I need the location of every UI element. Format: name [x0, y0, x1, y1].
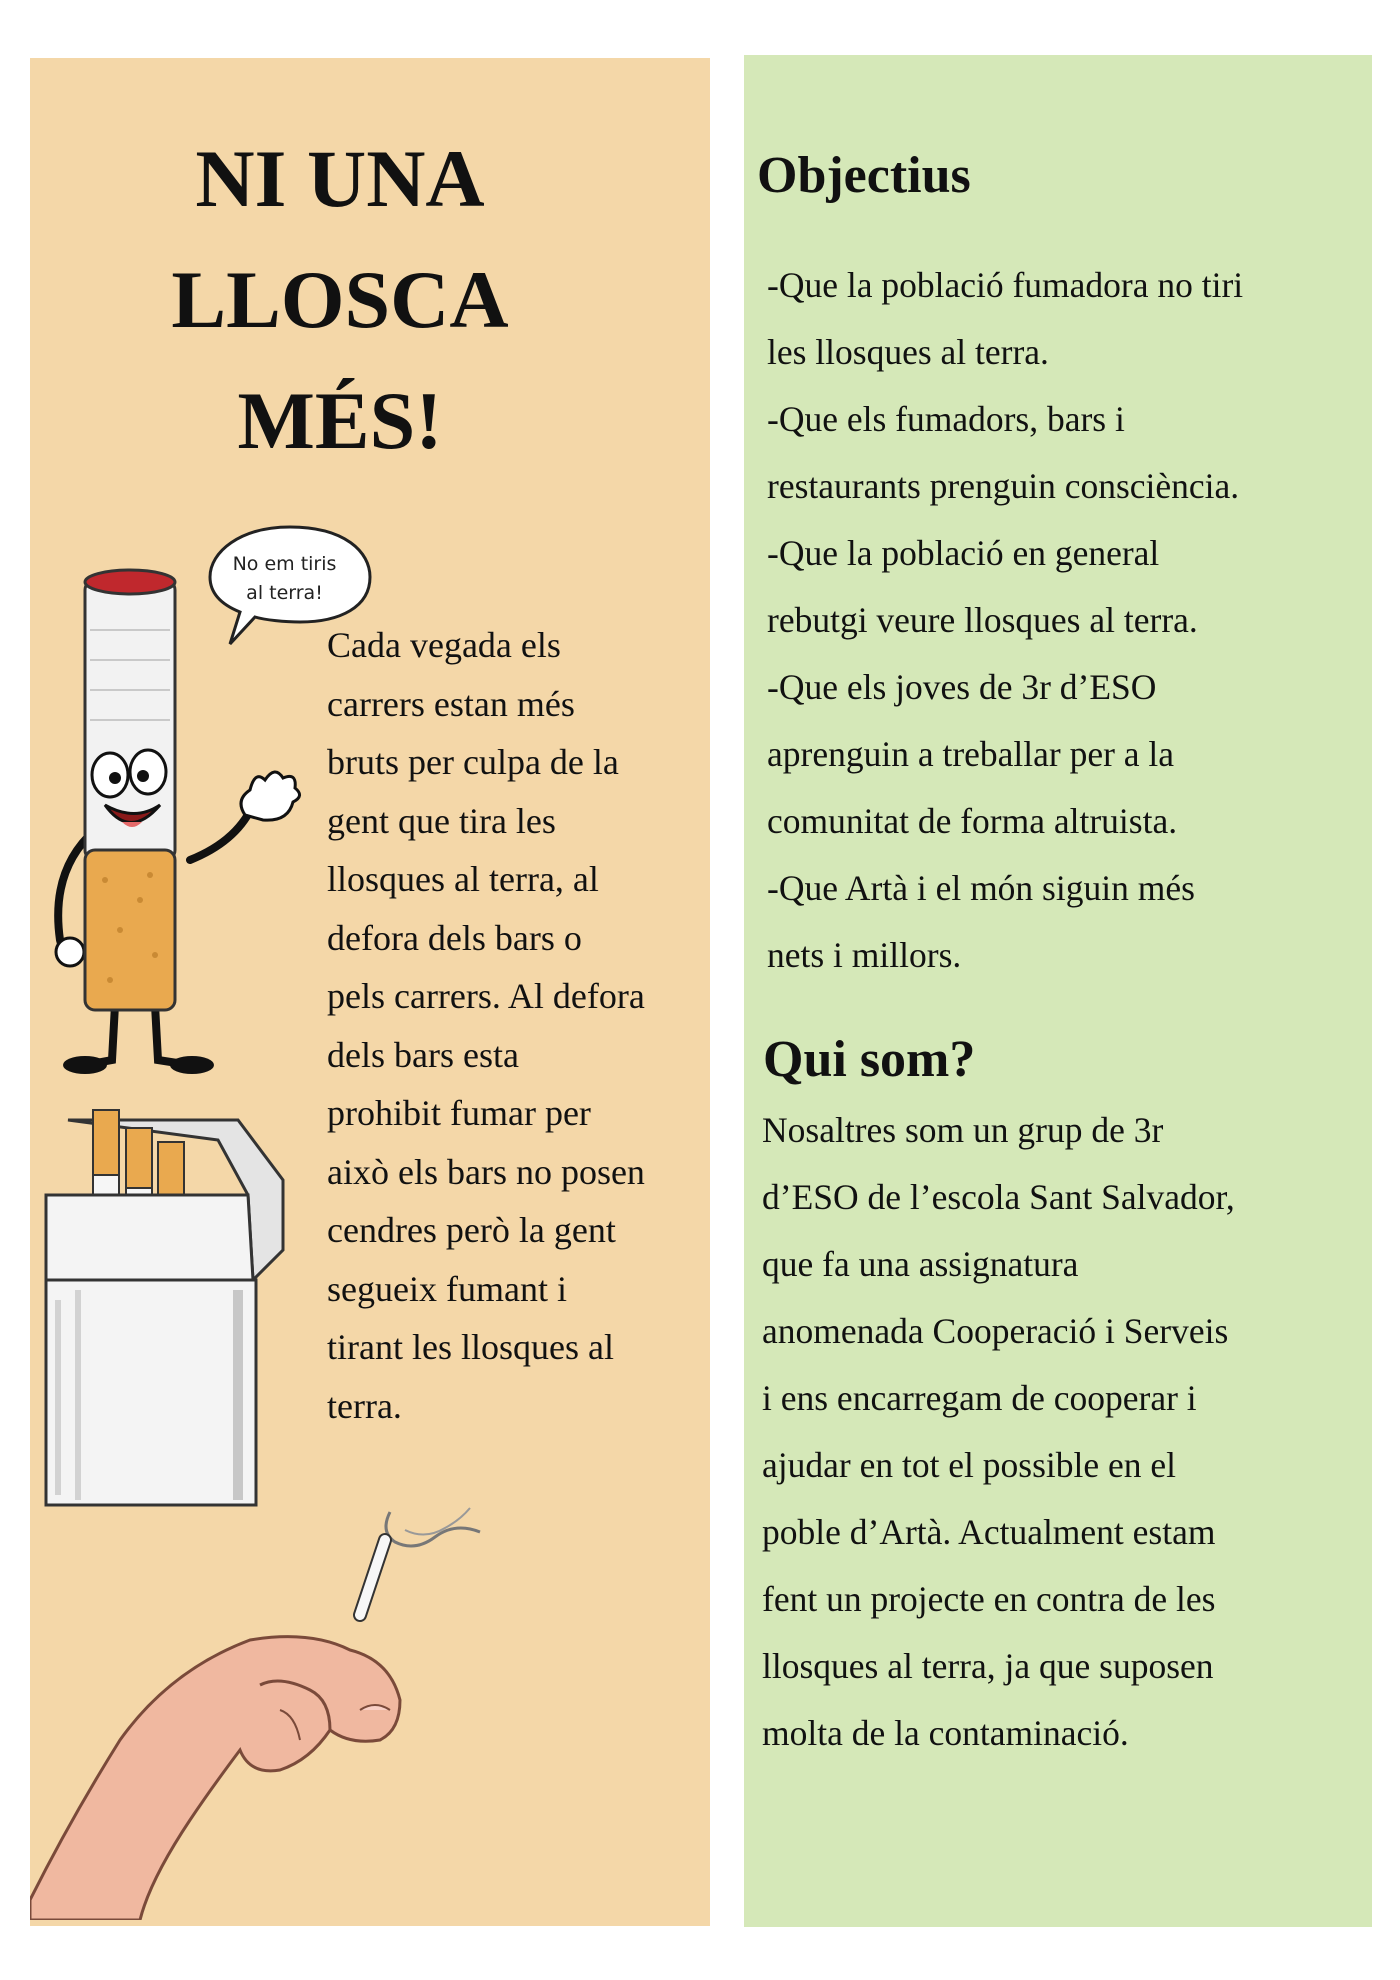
who-line: fent un projecte en contra de les [762, 1579, 1216, 1619]
objective-line: comunitat de forma altruista. [767, 801, 1178, 841]
objective-line: nets i millors. [767, 935, 962, 975]
who-line: d’ESO de l’escola Sant Salvador, [762, 1177, 1235, 1217]
intro-line: llosques al terra, al [327, 859, 599, 899]
who-line: que fa una assignatura [762, 1244, 1079, 1284]
objective-line: -Que la població fumadora no tiri [767, 265, 1244, 305]
objective-item [767, 855, 1367, 989]
intro-line: carrers estan més [327, 683, 575, 724]
title-line: MÉS! [237, 375, 443, 466]
intro-paragraph [327, 616, 727, 1435]
intro-line: pels carrers. Al defora [327, 976, 645, 1016]
who-line: ajudar en tot el possible en el [762, 1445, 1177, 1485]
objective-line: -Que els fumadors, bars i [767, 399, 1125, 439]
intro-line: això els bars no posen [327, 1151, 645, 1192]
speech-line: al terra! [246, 582, 323, 604]
who-line: llosques al terra, ja que suposen [762, 1646, 1214, 1686]
speech-bubble-text [212, 550, 357, 608]
main-title [30, 118, 710, 481]
who-line: molta de la contaminació. [762, 1713, 1129, 1753]
intro-line: terra. [327, 1385, 402, 1426]
intro-line: defora dels bars o [327, 917, 582, 958]
intro-line: gent que tira les [327, 800, 556, 841]
speech-line: No em tiris [232, 553, 337, 575]
objective-item [767, 386, 1367, 520]
intro-line: cendres però la gent [327, 1210, 616, 1250]
objective-line: -Que la població en general [767, 533, 1160, 573]
who-we-are-paragraph [762, 1097, 1322, 1767]
who-line: Nosaltres som un grup de 3r [762, 1110, 1164, 1150]
objective-line: rebutgi veure llosques al terra. [767, 600, 1198, 640]
intro-line: segueix fumant i [327, 1268, 567, 1309]
objective-line: -Que Artà i el món siguin més [767, 868, 1195, 908]
objectives-heading: Objectius [757, 147, 971, 204]
objective-item [767, 520, 1367, 654]
objectives-list [767, 252, 1367, 989]
intro-line: dels bars esta [327, 1034, 519, 1075]
objective-line: restaurants prenguin consciència. [767, 466, 1240, 506]
objective-item [767, 654, 1367, 855]
objective-line: aprenguin a treballar per a la [767, 734, 1175, 774]
title-line: LLOSCA [171, 254, 509, 345]
who-we-are-heading: Qui som? [763, 1031, 976, 1088]
intro-line: prohibit fumar per [327, 1093, 591, 1133]
who-line: poble d’Artà. Actualment estam [762, 1512, 1216, 1552]
title-line: NI UNA [195, 133, 485, 224]
hand-cigarette-illustration [30, 1500, 490, 1920]
cigarette-pack-illustration [38, 1100, 288, 1510]
intro-line: Cada vegada els [327, 625, 561, 665]
objective-item [767, 252, 1367, 386]
who-line: i ens encarregam de cooperar i [762, 1378, 1197, 1418]
intro-line: bruts per culpa de la [327, 742, 619, 782]
objective-line: les llosques al terra. [767, 332, 1049, 372]
intro-line: tirant les llosques al [327, 1327, 614, 1367]
objective-line: -Que els joves de 3r d’ESO [767, 667, 1157, 707]
who-line: anomenada Cooperació i Serveis [762, 1311, 1229, 1351]
